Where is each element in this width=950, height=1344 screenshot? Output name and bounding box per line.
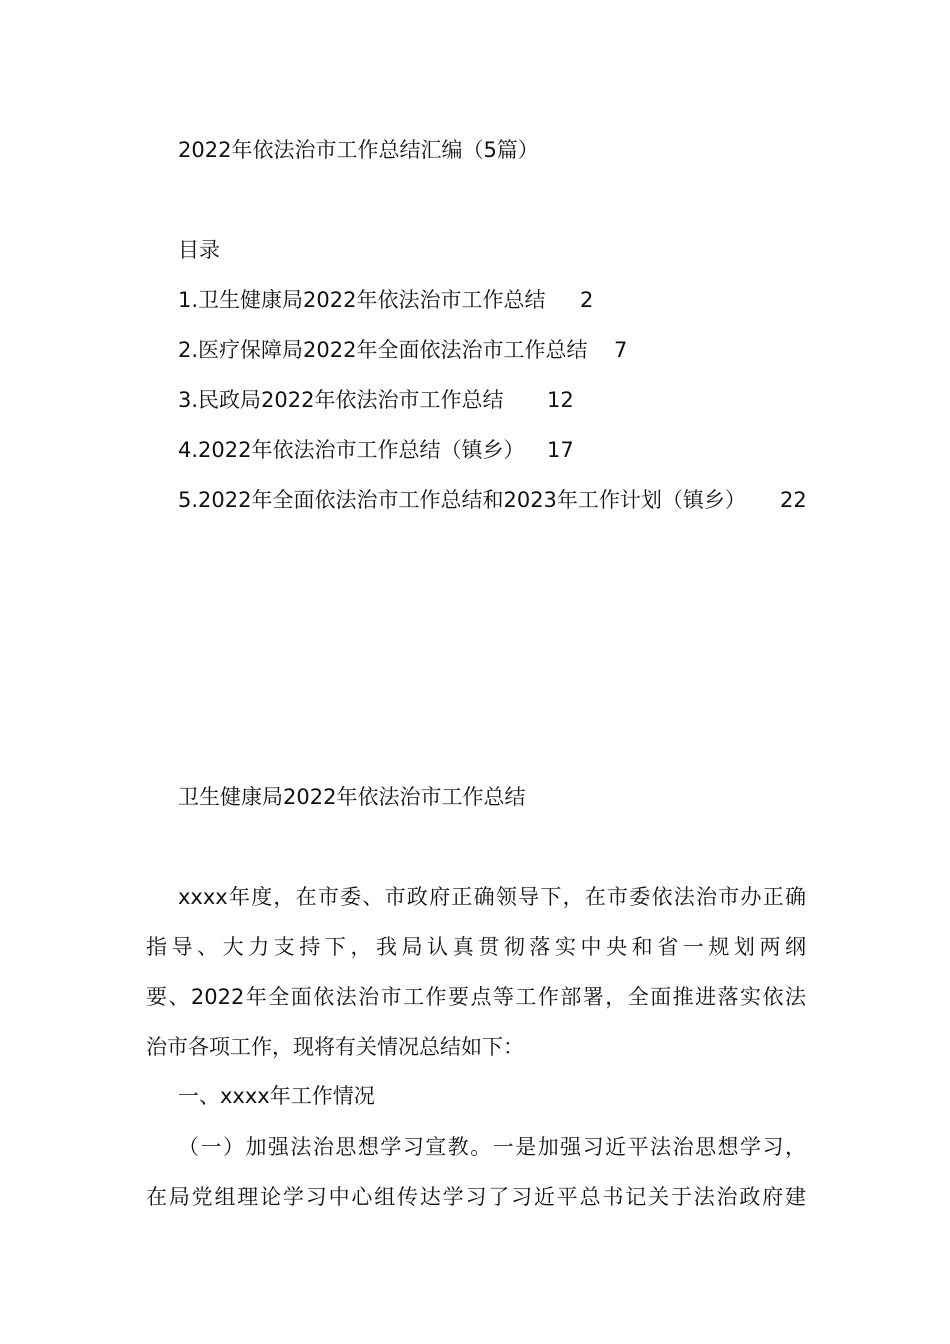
toc-item-text: 2.医疗保障局2022年全面依法治市工作总结 bbox=[178, 338, 588, 362]
paragraph-line: 在局党组理论学习中心组传达学习了习近平总书记关于法治政府建 bbox=[146, 1185, 806, 1209]
paragraph-line: （一）加强法治思想学习宣教。一是加强习近平法治思想学习， bbox=[178, 1135, 806, 1159]
paragraph-line: 要、2022年全面依法治市工作要点等工作部署，全面推进落实依法 bbox=[146, 985, 806, 1009]
toc-item-text: 3.民政局2022年依法治市工作总结 bbox=[178, 388, 504, 412]
paragraph-line: 治市各项工作，现将有关情况总结如下： bbox=[146, 1035, 524, 1059]
toc-item-text: 1.卫生健康局2022年依法治市工作总结 bbox=[178, 288, 546, 312]
toc-item-page: 12 bbox=[547, 388, 574, 412]
section-title: 卫生健康局2022年依法治市工作总结 bbox=[178, 785, 526, 809]
toc-item[interactable] bbox=[178, 436, 574, 464]
toc-item-page: 22 bbox=[780, 488, 807, 512]
toc-item[interactable] bbox=[178, 336, 628, 364]
toc-item[interactable] bbox=[178, 286, 594, 314]
toc-heading: 目录 bbox=[178, 238, 220, 262]
paragraph-line: 指导、大力支持下，我局认真贯彻落实中央和省一规划两纲 bbox=[146, 935, 806, 959]
document-title: 2022年依法治市工作总结汇编（5篇） bbox=[178, 138, 539, 162]
sub-heading: 一、xxxx年工作情况 bbox=[178, 1084, 375, 1108]
paragraph-line: xxxx年度，在市委、市政府正确领导下，在市委依法治市办正确 bbox=[178, 885, 806, 909]
toc-item-text: 4.2022年依法治市工作总结（镇乡） bbox=[178, 438, 525, 462]
toc-item-page: 2 bbox=[580, 288, 594, 312]
body-paragraph bbox=[146, 1122, 806, 1222]
toc-item-page: 17 bbox=[547, 438, 574, 462]
toc-item-text: 5.2022年全面依法治市工作总结和2023年工作计划（镇乡） bbox=[178, 488, 746, 512]
toc-item[interactable] bbox=[178, 386, 574, 414]
toc-item-page: 7 bbox=[614, 338, 628, 362]
toc-item[interactable] bbox=[178, 486, 807, 514]
body-paragraph bbox=[146, 872, 806, 1072]
